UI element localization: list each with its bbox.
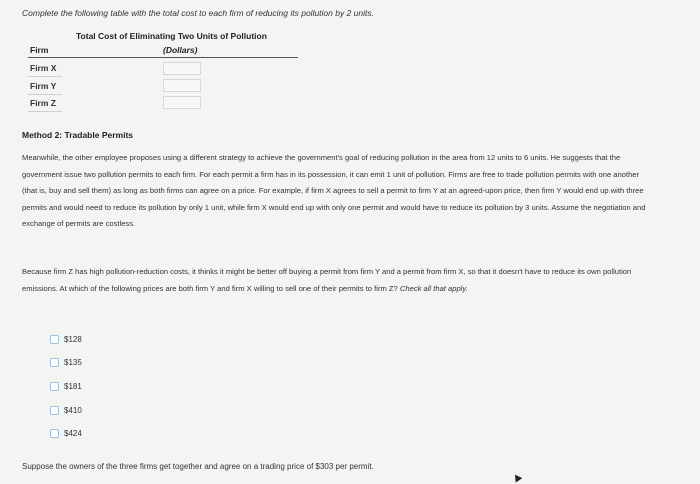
option-410[interactable] bbox=[50, 404, 82, 416]
question-prompt: Because firm Z has high pollution-reduction costs, it thinks it might be better off buying a permit from firm Y and a permit from firm X, so that it doesn't have to reduce its own pollution emissions. At which of the following prices are both firm Y and firm X willing to sell one of their permits to firm Z? bbox=[22, 267, 632, 293]
table-header-units: (Dollars) bbox=[163, 45, 198, 55]
checkbox[interactable] bbox=[50, 358, 59, 367]
option-424[interactable] bbox=[50, 427, 82, 439]
mouse-pointer-icon bbox=[512, 472, 523, 482]
table-title: Total Cost of Eliminating Two Units of Pollution bbox=[76, 31, 267, 41]
checkbox[interactable] bbox=[50, 406, 59, 415]
table-row-firm-x-label: Firm X bbox=[30, 63, 57, 73]
checkbox[interactable] bbox=[50, 429, 59, 438]
instructions-text: Complete the following table with the total cost to each firm of reducing its pollution by 2 units. bbox=[22, 8, 374, 18]
method-description: Meanwhile, the other employee proposes using a different strategy to achieve the government's goal of reducing pollution in the area from 12 units to 6 units. He suggests that the government issue two pollution permits to each firm. For each permit a firm has in its possession, it can emit 1 unit of pollution. Firms are free to trade pollution permits with one another (that is, buy and sell them) as long as both firms can agree on a price. For example, if firm X agrees to sell a permit to firm Y at an agreed-upon price, then firm Y would end up with three permits and would need to reduce its pollution by only 1 unit, while firm X would end up with only one permit and would have to reduce its pollution by 3 units. Assume the negotiation and exchange of permits are costless. bbox=[22, 153, 646, 228]
checkbox[interactable] bbox=[50, 382, 59, 391]
question-text bbox=[22, 264, 654, 297]
table-row-firm-y-label: Firm Y bbox=[30, 81, 57, 91]
firm-y-cost-input[interactable] bbox=[163, 79, 201, 92]
option-label: $424 bbox=[64, 428, 82, 438]
table-header-firm: Firm bbox=[30, 45, 49, 55]
option-label: $128 bbox=[64, 334, 82, 344]
option-label: $410 bbox=[64, 405, 82, 415]
row-divider bbox=[28, 94, 62, 95]
row-divider bbox=[28, 76, 62, 77]
option-135[interactable] bbox=[50, 356, 82, 368]
firm-x-cost-input[interactable] bbox=[163, 62, 201, 75]
question-instruction: Check all that apply. bbox=[399, 283, 468, 293]
checkbox[interactable] bbox=[50, 335, 59, 344]
method-heading: Method 2: Tradable Permits bbox=[22, 130, 133, 140]
firm-z-cost-input[interactable] bbox=[163, 96, 201, 109]
option-128[interactable] bbox=[50, 333, 82, 345]
table-row-firm-z-label: Firm Z bbox=[30, 98, 56, 108]
option-label: $135 bbox=[64, 357, 82, 367]
table-header-rule bbox=[28, 57, 298, 58]
scenario-text: Suppose the owners of the three firms get together and agree on a trading price of $303 per permit. bbox=[22, 462, 374, 471]
option-181[interactable] bbox=[50, 380, 82, 392]
row-divider bbox=[28, 111, 62, 112]
option-label: $181 bbox=[64, 381, 82, 391]
